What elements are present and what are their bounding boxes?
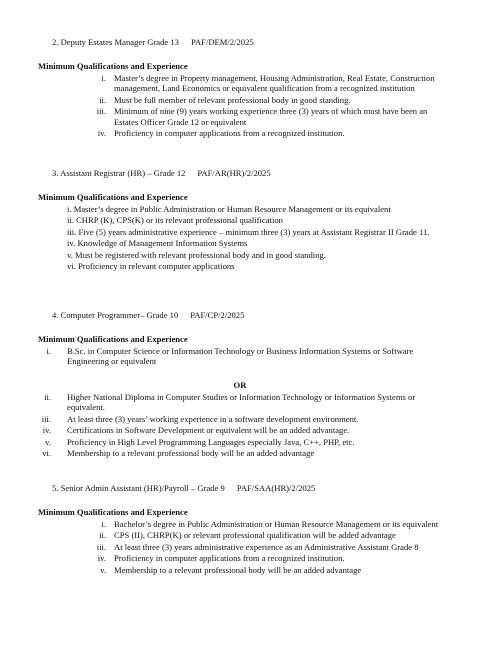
requirement-item (96, 106, 448, 127)
or-separator: OR (233, 380, 247, 390)
requirement-item (101, 519, 448, 529)
requirement-item (67, 238, 448, 248)
requirement-text: Certifications in Software Development or equivalent will be an added advantage. (67, 425, 350, 436)
requirement-text: Minimum of nine (9) years working experience three (3) years of which must have been an Estates Officer Grade 12 or equivalent (114, 106, 428, 127)
requirement-item (96, 541, 448, 552)
item-number: i. (67, 204, 74, 214)
item-number: ii. (99, 94, 106, 105)
requirement-item (67, 227, 448, 237)
post-title-senior-admin-assistant (52, 483, 315, 493)
item-number: vi. (67, 261, 78, 272)
requirement-text: Membership to a relevant professional body will be an added advantage (67, 448, 315, 459)
post-title-computer-programmer (52, 310, 244, 320)
requirement-text: Master’s degree in Property management, Housing Administration, Real Estate, Construction management, Land Economics or equivalent qualification from a recognized institution (114, 73, 435, 94)
requirement-text: Must be registered with relevant professional body and in good standing. (75, 249, 326, 260)
requirement-item (99, 530, 448, 541)
item-number: iii. (67, 226, 79, 237)
item-number: iv. (67, 238, 78, 249)
requirement-text: B.Sc. in Computer Science or Information Technology or Business Information Systems or Software Engineering or equivalent (67, 346, 414, 367)
requirement-text: Five (5) years administrative experience – minimum three (3) years at Assistant Registrar II Grade 11. (78, 226, 430, 237)
item-number: v. (67, 249, 76, 260)
item-number: iv. (97, 553, 106, 564)
requirement-text: At least three (3) years administrative experience as an Administrative Assistant Grade 8 (114, 541, 419, 552)
requirement-item (41, 413, 448, 424)
post-title-text: 5. Senior Admin Assistant (HR)/Payroll – Grade 9 (52, 483, 225, 493)
requirements-heading: Minimum Qualifications and Experience (38, 192, 188, 202)
item-number: ii. (99, 530, 106, 541)
requirement-item (67, 215, 448, 225)
post-reference-code: PAF/CP/2/2025 (190, 310, 245, 320)
post-title-assistant-registrar (52, 168, 271, 178)
item-number: iii. (96, 541, 106, 552)
requirements-list (96, 73, 448, 139)
item-number: v. (100, 564, 106, 575)
requirement-text: At least three (3) years’ working experience in a software development environment. (67, 413, 359, 424)
requirement-item (99, 94, 448, 105)
item-number: ii. (67, 215, 77, 226)
requirement-text: CHRP (K), CPS(K) or its relevant professional qualification (76, 215, 283, 226)
requirement-item (42, 425, 448, 436)
post-reference-code: PAF/AR(HR)/2/2025 (197, 168, 271, 178)
item-number: v. (45, 436, 51, 447)
requirement-item (97, 128, 448, 139)
item-number: ii. (44, 392, 51, 402)
item-number: i. (46, 346, 51, 356)
requirement-item (42, 448, 448, 459)
requirement-text: Knowledge of Management Information Systems (77, 238, 248, 249)
requirement-item (45, 436, 448, 447)
post-title-deputy-estates-manager (52, 37, 254, 47)
post-title-text: 4. Computer Programmer– Grade 10 (52, 310, 179, 320)
requirement-text: CPS (II), CHRP(K) or relevant professional qualification will be added advantage (114, 530, 396, 541)
requirement-text: Proficiency in computer applications from a recognized institution. (114, 128, 345, 139)
requirement-item (67, 261, 448, 271)
requirement-text: Must be full member of relevant professional body in good standing. (114, 94, 351, 105)
requirement-text: Bachelor’s degree in Public Administration or Human Resource Management or its equivalent (114, 519, 439, 529)
post-reference-code: PAF/SAA(HR)/2/2025 (236, 483, 316, 493)
item-number: i. (101, 73, 106, 83)
item-number: iv. (97, 128, 106, 139)
requirement-item (67, 204, 448, 214)
item-number: vi. (42, 448, 51, 459)
requirements-heading: Minimum Qualifications and Experience (38, 61, 188, 71)
requirement-item (101, 73, 448, 94)
requirement-text: Proficiency in relevant computer applications (77, 261, 235, 272)
item-number: i. (101, 519, 106, 529)
item-number: iii. (96, 106, 106, 117)
item-number: iii. (41, 413, 51, 424)
requirements-list (41, 392, 448, 459)
requirement-item (100, 564, 448, 575)
post-reference-code: PAF/DEM/2/2025 (190, 37, 254, 47)
requirement-text: Proficiency in High Level Programming Languages especially Java, C++, PHP, etc. (67, 436, 355, 447)
requirement-item (44, 392, 448, 413)
requirement-item (67, 250, 448, 260)
requirements-heading: Minimum Qualifications and Experience (38, 507, 188, 517)
requirement-item (46, 346, 448, 367)
post-title-text: 2. Deputy Estates Manager Grade 13 (52, 37, 179, 47)
requirements-list (46, 346, 448, 368)
requirement-text: Membership to a relevant professional body will be an added advantage (114, 564, 362, 575)
requirement-text: Master’s degree in Public Administration or Human Resource Management or its equivalent (73, 204, 391, 214)
requirement-text: Proficiency in computer applications from a recognized institution. (114, 553, 345, 564)
requirements-heading: Minimum Qualifications and Experience (38, 334, 188, 344)
requirement-item (97, 553, 448, 564)
item-number: iv. (42, 425, 51, 436)
requirements-list (67, 204, 448, 272)
requirements-list (96, 519, 448, 576)
post-title-text: 3. Assistant Registrar (HR) – Grade 12 (52, 168, 186, 178)
requirement-text: Higher National Diploma in Computer Studies or Information Technology or Information Systems or equivalent. (67, 392, 416, 413)
